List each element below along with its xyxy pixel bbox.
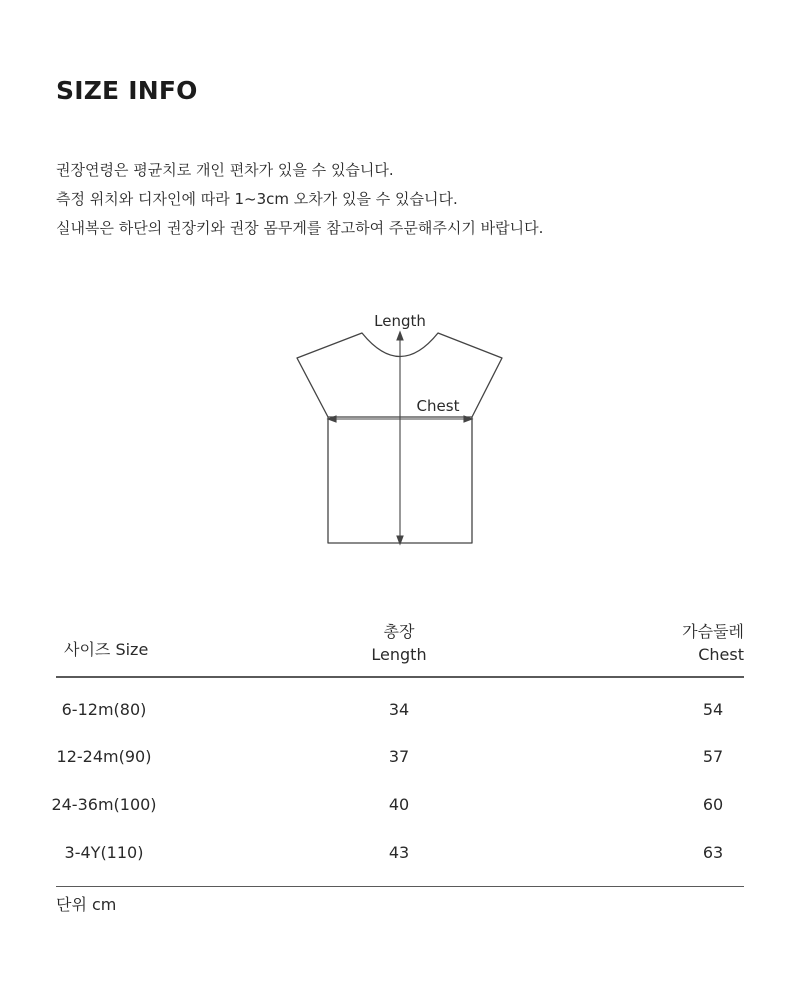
size-notes xyxy=(56,156,543,243)
page-title: SIZE INFO xyxy=(56,76,198,105)
size-table xyxy=(51,618,744,887)
table-row xyxy=(56,686,744,734)
cell-size: 12-24m(90) xyxy=(56,747,152,766)
cell-size: 24-36m(100) xyxy=(51,795,157,814)
header-size: 사이즈 Size xyxy=(64,640,149,659)
note-line-1: 권장연령은 평균치로 개인 편차가 있을 수 있습니다. xyxy=(56,161,394,179)
cell-length: 43 xyxy=(388,843,410,862)
header-length-ko: 총장 xyxy=(383,622,415,641)
cell-chest: 63 xyxy=(702,843,724,862)
table-row xyxy=(56,733,744,781)
note-line-2: 측정 위치와 디자인에 따라 1~3cm 오차가 있을 수 있습니다. xyxy=(56,190,458,208)
length-arrow-top xyxy=(397,332,403,340)
table-row xyxy=(51,781,744,829)
table-header xyxy=(56,618,744,678)
cell-size: 3-4Y(110) xyxy=(64,843,144,862)
tshirt-illustration xyxy=(0,300,800,560)
garment-diagram xyxy=(0,300,800,560)
note-line-3: 실내복은 하단의 권장키와 권장 몸무게를 참고하여 주문해주시기 바랍니다. xyxy=(56,219,544,237)
cell-length: 37 xyxy=(388,747,410,766)
header-length xyxy=(371,620,426,666)
unit-note: 단위 cm xyxy=(56,895,117,914)
chest-label: Chest xyxy=(416,397,460,415)
cell-size: 6-12m(80) xyxy=(61,700,147,719)
header-chest-en: Chest xyxy=(698,645,744,664)
length-label: Length xyxy=(374,312,426,330)
table-body xyxy=(51,678,744,887)
cell-chest: 57 xyxy=(702,747,724,766)
table-row xyxy=(56,829,744,877)
cell-length: 34 xyxy=(388,700,410,719)
header-chest-ko: 가슴둘레 xyxy=(682,622,744,641)
header-chest xyxy=(682,620,744,666)
cell-chest: 54 xyxy=(702,700,724,719)
header-length-en: Length xyxy=(371,645,427,664)
cell-chest: 60 xyxy=(702,795,724,814)
cell-length: 40 xyxy=(388,795,410,814)
